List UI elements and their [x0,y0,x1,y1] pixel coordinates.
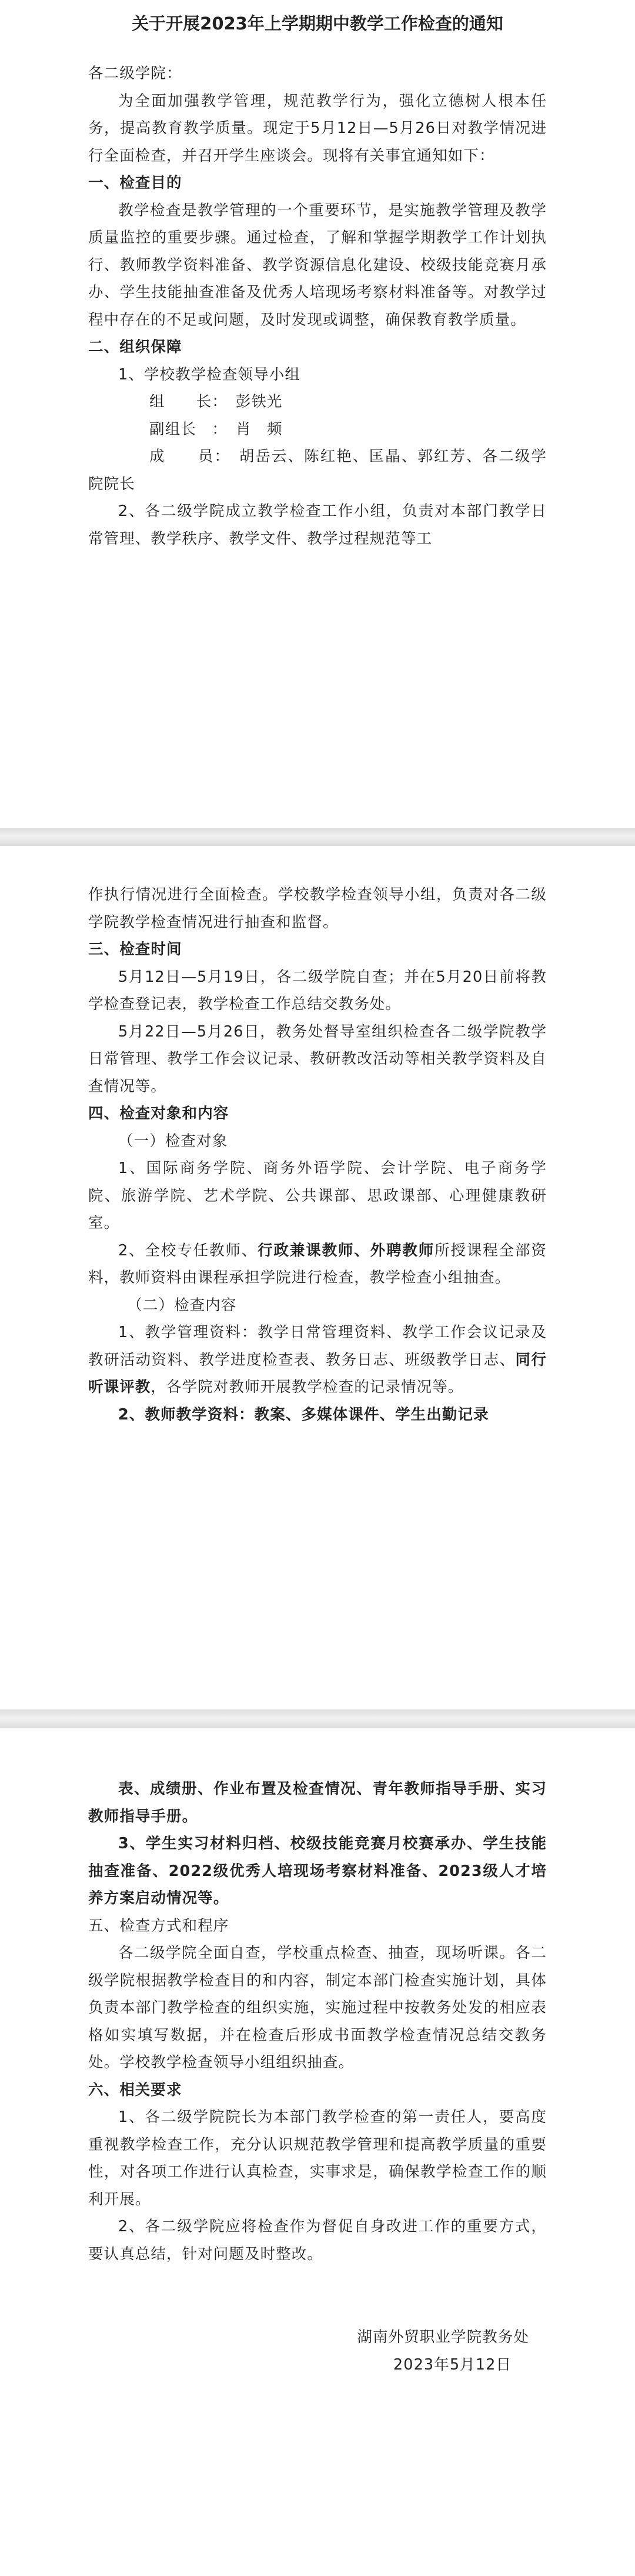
signature-date: 2023年5月12日 [393,2355,512,2374]
section-3-item-2: 5月22日—5月26日，教务处督导室组织检查各二级学院教学日常管理、教学工作会议记录、教研教改活动等相关教学资料及自查情况等。 [88,1022,547,1095]
text-run: ，各学院对教师开展教学检查的记录情况等。 [151,1378,464,1396]
page-separator [0,1709,635,1728]
bold-text-run: 同行听课评教 [88,1351,547,1396]
section-2-heading: 二、组织保障 [88,338,182,356]
intro-paragraph: 为全面加强教学管理，规范教学行为，强化立德树人根本任务，提高教育教学质量。现定于5月12日—5月26日对教学情况进行全面检查，并召开学生座谈会。现将有关事宜通知如下： [88,92,547,165]
section-4-sub-2-item-2-part-2: 表、成绩册、作业布置及检查情况、青年教师指导手册、实习教师指导手册。 [88,1780,547,1825]
text-run: 所授课程全部资料，教师资料由课程承担学院进行检查，教学检查小组抽查。 [88,1241,547,1287]
document-page-2 [0,846,635,1709]
section-6-item-1: 1、各二级学院院长为本部门教学检查的第一责任人，要高度重视教学检查工作，充分认识规范教学管理和提高教学质量的重要性，对各项工作进行认真检查，实事求是，确保教学检查工作的顺利开展。 [88,2108,547,2208]
section-2-item-2-part-1: 2、各二级学院成立教学检查工作小组，负责对本部门教学日常管理、教学秩序、教学文件、教学过程规范等工 [88,502,547,548]
section-6-item-2: 2、各二级学院应将检查作为督促自身改进工作的重要方式，要认真总结，针对问题及时整改。 [88,2218,547,2263]
page-separator [0,828,635,846]
section-6-heading: 六、相关要求 [88,2081,182,2099]
section-3-heading: 三、检查时间 [88,941,182,958]
document-page-3 [0,1728,635,2576]
section-4-sub-2-item-1 [88,1319,547,1401]
salutation: 各二级学院： [88,65,182,82]
section-4-sub-2-item-3: 3、学生实习材料归档、校级技能竞赛月校赛承办、学生技能抽查准备、2022级优秀人培现场考察材料准备、2023级人才培养方案启动情况等。 [88,1835,547,1907]
section-5-body: 各二级学院全面自查，学校重点检查、抽查，现场听课。各二级学院根据教学检查目的和内容，制定本部门检查实施计划，具体负责本部门教学检查的组织实施，实施过程中按教务处发的相应表格如实填写数据，并在检查后形成书面教学检查情况总结交教务处。学校教学检查领导小组组织抽查。 [88,1944,547,2071]
section-1-heading: 一、检查目的 [88,174,182,192]
group-members: 成 员： 胡岳云、陈红艳、匡晶、郭红芳、各二级学院院长 [88,448,547,493]
signature-org: 湖南外贸职业学院教务处 [357,2328,529,2346]
text-run: 2、全校专任教师、 [118,1241,258,1259]
document-title: 关于开展2023年上学期期中教学工作检查的通知 [132,14,503,34]
document-page-1 [0,0,635,828]
section-4-sub-1-item-2 [88,1237,547,1292]
section-4-sub-2-item-2-part-1: 2、教师教学资料：教案、多媒体课件、学生出勤记录 [118,1405,489,1424]
section-4-sub-1-heading: （一）检查对象 [118,1132,228,1150]
section-5-heading: 五、检查方式和程序 [88,1917,229,1935]
group-deputy: 副组长 ： 肖 频 [149,420,283,438]
section-4-sub-1-item-1: 1、国际商务学院、商务外语学院、会计学院、电子商务学院、旅游学院、艺术学院、公共课部、思政课部、心理健康教研室。 [88,1159,547,1232]
text-run: 1、教学管理资料：教学日常管理资料、教学工作会议记录及教研活动资料、教学进度检查表、教务日志、班级教学日志、 [88,1324,547,1369]
section-3-item-1: 5月12日—5月19日，各二级学院自查；并在5月20日前将教学检查登记表，教学检查工作总结交教务处。 [88,968,547,1013]
section-4-sub-2-heading: （二）检查内容 [127,1296,237,1314]
group-leader: 组 长： 彭铁光 [149,393,283,411]
bold-text-run: 行政兼课教师、外聘教师 [258,1241,435,1259]
section-2-item-1: 1、学校教学检查领导小组 [118,365,300,384]
section-4-heading: 四、检查对象和内容 [88,1105,229,1122]
section-2-item-2-part-2: 作执行情况进行全面检查。学校教学检查领导小组，负责对各二级学院教学检查情况进行抽查和监督。 [88,886,547,931]
section-1-body: 教学检查是教学管理的一个重要环节，是实施教学管理及教学质量监控的重要步骤。通过检查，了解和掌握学期教学工作计划执行、教师教学资料准备、教学资源信息化建设、校级技能竞赛月承办、学生技能抽查准备及优秀人培现场考察材料准备等。对教学过程中存在的不足或问题，及时发现或调整，确保教育教学质量。 [88,201,547,329]
